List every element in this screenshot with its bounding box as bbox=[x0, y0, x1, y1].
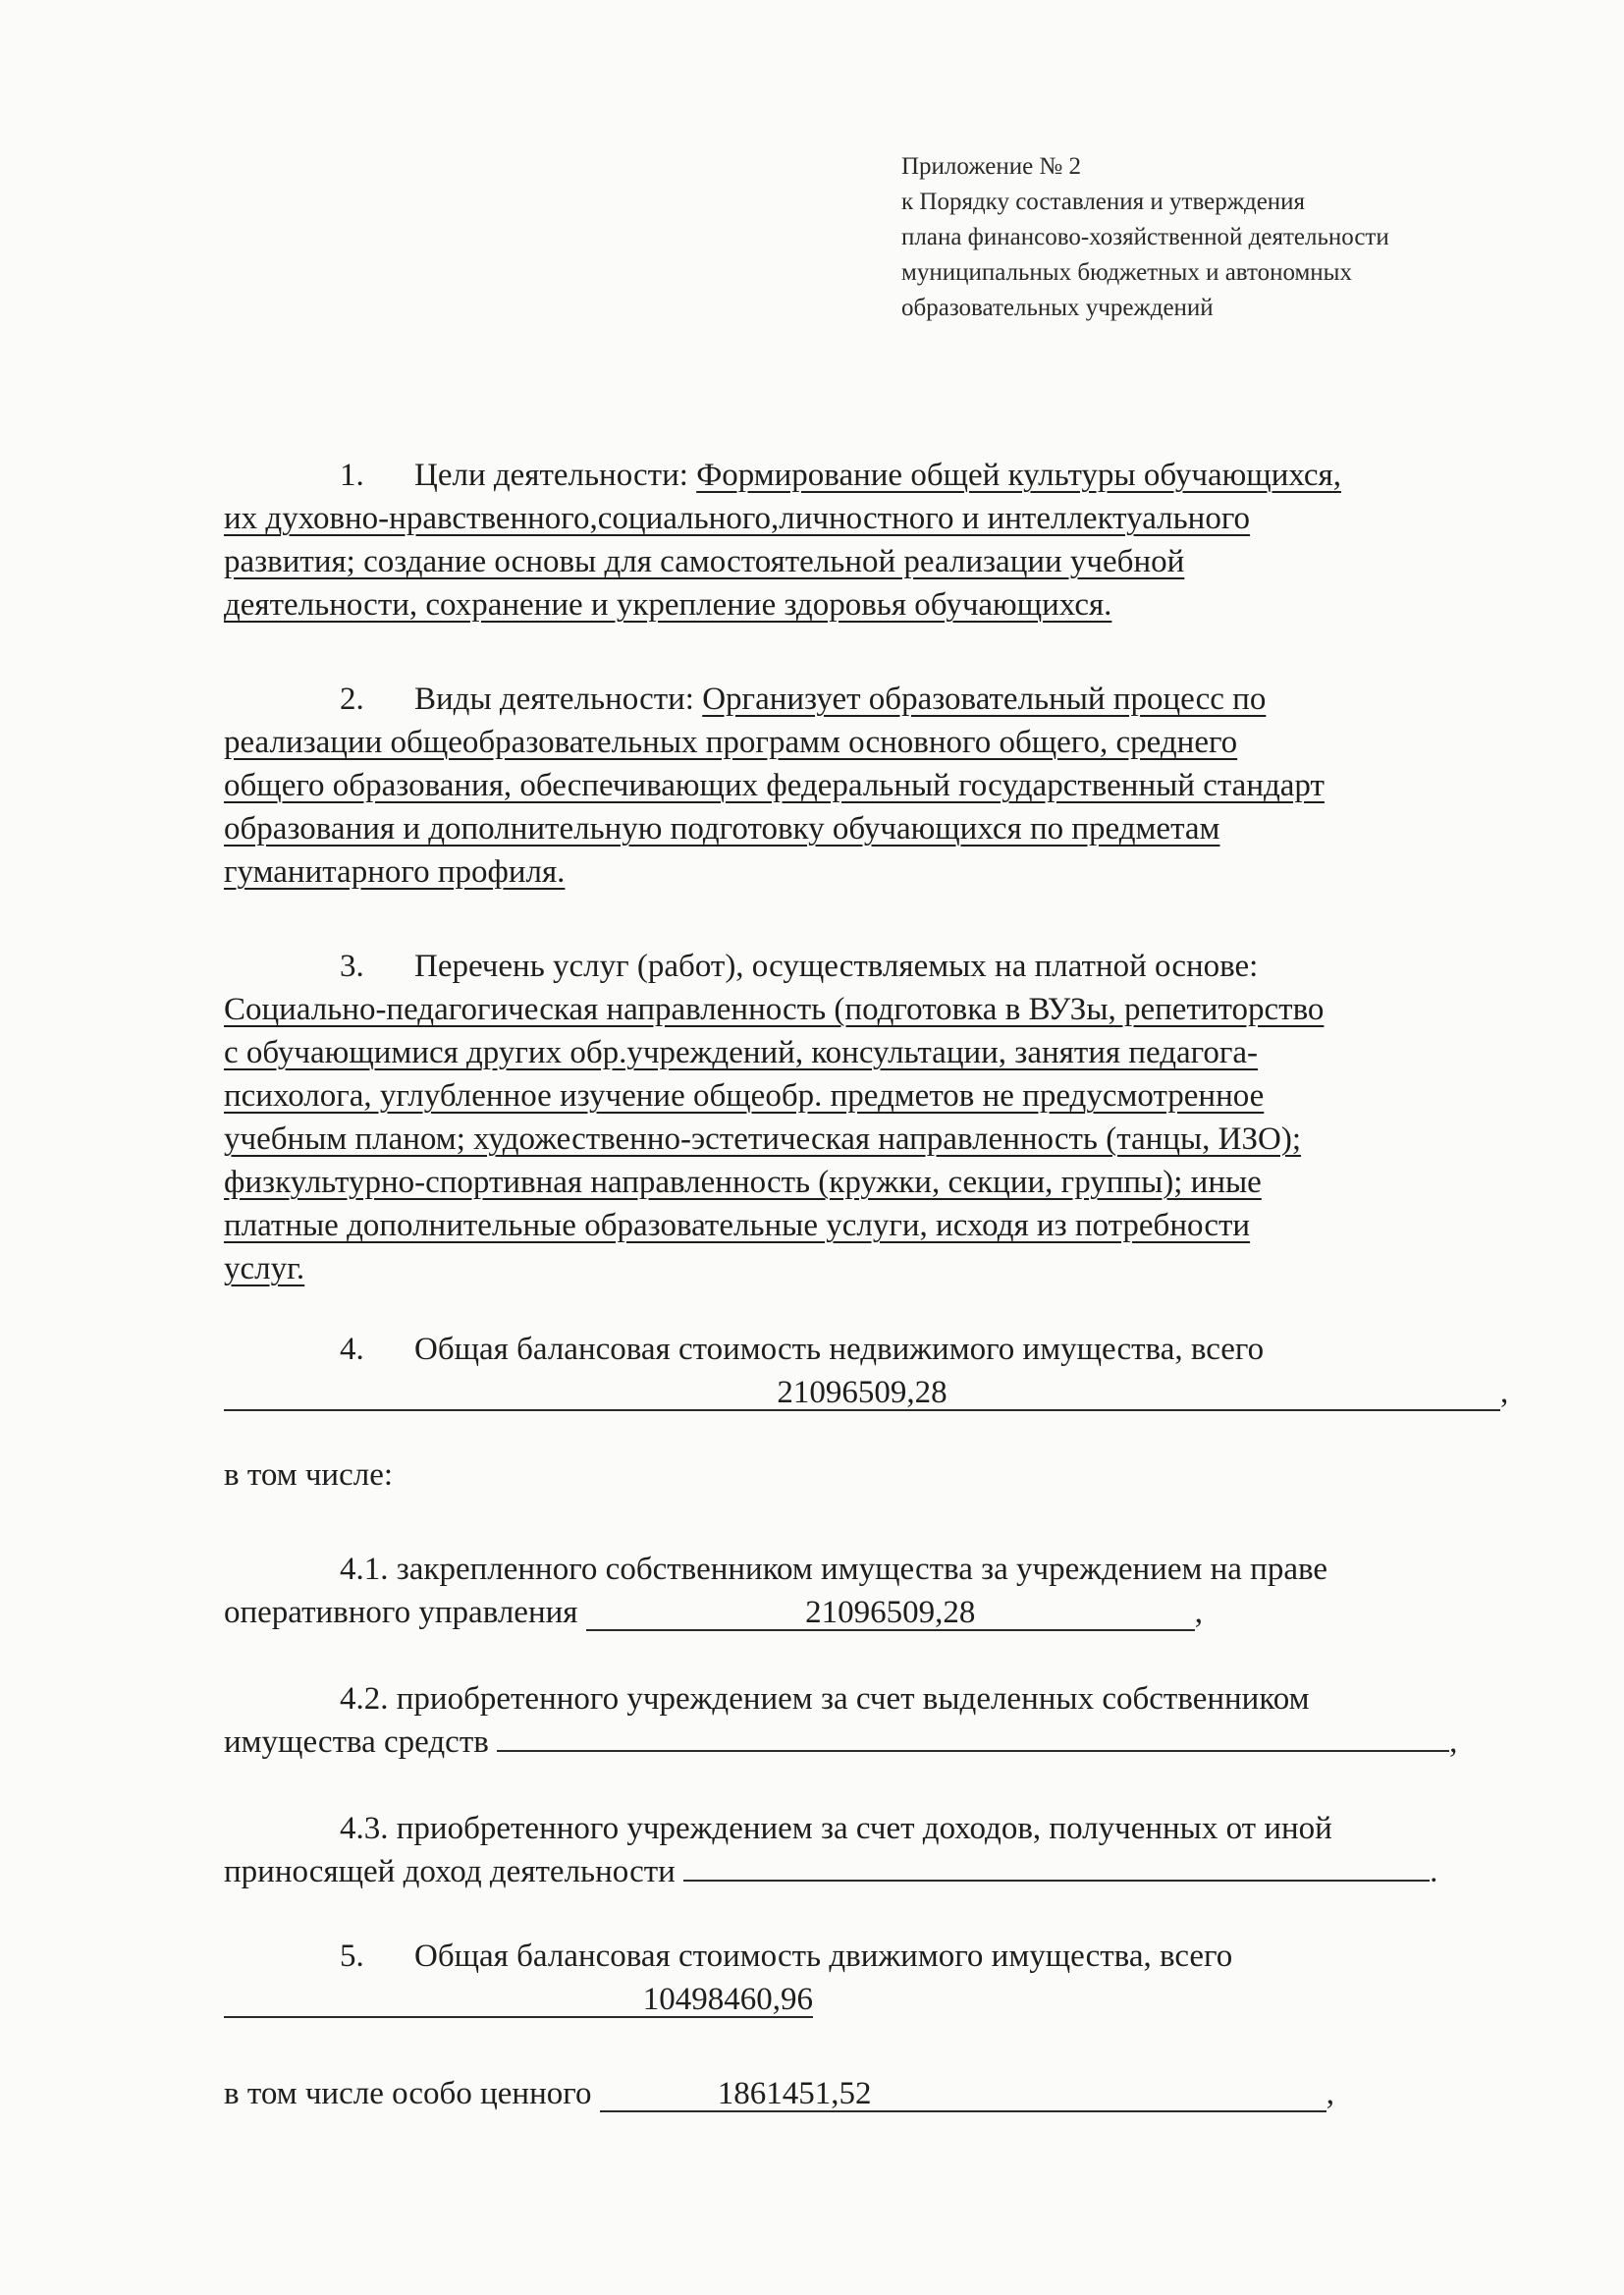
section-text: психолога, углубленное изучение общеобр. предметов не предусмотренное bbox=[224, 1078, 1265, 1114]
section-label: Цели деятельности: bbox=[414, 458, 697, 493]
empty-value-field bbox=[683, 1850, 1430, 1882]
section-label: Перечень услуг (работ), осуществляемых на платной основе: bbox=[414, 949, 1259, 984]
section-text: физкультурно-спортивная направленность (кружки, секции, группы); иные bbox=[224, 1165, 1262, 1200]
operational-management-value: 21096509,28 bbox=[586, 1596, 1195, 1631]
section-paid-services bbox=[224, 945, 1530, 1290]
section-text: Формирование общей культуры обучающихся, bbox=[696, 458, 1341, 493]
section-4-2 bbox=[224, 1677, 1530, 1764]
appendix-header bbox=[901, 149, 1389, 326]
line-end: . bbox=[1430, 1854, 1438, 1889]
line-end: , bbox=[1194, 1595, 1203, 1630]
section-text: гуманитарного профиля. bbox=[224, 854, 566, 890]
section-number: 5. bbox=[340, 1939, 364, 1974]
section-real-estate bbox=[224, 1328, 1530, 1414]
movable-property-value: 10498460,96 bbox=[224, 1983, 813, 2018]
real-estate-value: 21096509,28 bbox=[224, 1376, 1500, 1411]
section-number: 1. bbox=[340, 458, 364, 493]
appendix-line: к Порядку составления и утверждения bbox=[901, 189, 1306, 215]
section-4-3 bbox=[224, 1807, 1530, 1893]
section-text: реализации общеобразовательных программ основного общего, среднего bbox=[224, 725, 1238, 760]
especially-valuable-amount: 1861451,52 bbox=[717, 2076, 872, 2111]
section-number: 2. bbox=[340, 682, 364, 717]
section-movable-property bbox=[224, 1935, 1530, 2021]
section-text: 4.3. приобретенного учреждением за счет доходов, полученных от иной bbox=[340, 1811, 1332, 1846]
section-label: Общая балансовая стоимость недвижимого имущества, всего bbox=[414, 1332, 1265, 1367]
section-label: Виды деятельности: bbox=[414, 682, 703, 717]
section-text: Организует образовательный процесс по bbox=[702, 682, 1267, 717]
section-text: образования и дополнительную подготовку обучающихся по предметам bbox=[224, 811, 1220, 847]
section-text: развития; создание основы для самостоятельной реализации учебной bbox=[224, 544, 1185, 579]
section-text: приносящей доход деятельности bbox=[224, 1854, 684, 1889]
section-text: Социально-педагогическая направленность (подготовка в ВУЗы, репетиторство bbox=[224, 992, 1325, 1027]
appendix-line: образовательных учреждений bbox=[901, 295, 1214, 321]
section-text: учебным планом; художественно-эстетическая направленность (танцы, ИЗО); bbox=[224, 1121, 1302, 1157]
section-text: 4.1. закрепленного собственником имущества за учреждением на праве bbox=[340, 1552, 1328, 1587]
section-text: имущества средств bbox=[224, 1724, 498, 1760]
section-text: оперативного управления bbox=[224, 1595, 586, 1630]
section-text: их духовно-нравственного,социального,личностного и интеллектуального bbox=[224, 501, 1251, 536]
section-text: в том числе особо ценного bbox=[224, 2076, 600, 2111]
including-label-block bbox=[224, 1453, 1530, 1497]
appendix-line: плана финансово-хозяйственной деятельности bbox=[901, 224, 1389, 250]
section-4-1 bbox=[224, 1548, 1530, 1634]
section-text: 4.2. приобретенного учреждением за счет выделенных собственником bbox=[340, 1681, 1310, 1717]
appendix-line: муниципальных бюджетных и автономных bbox=[901, 259, 1352, 286]
section-goals bbox=[224, 454, 1530, 627]
especially-valuable-value bbox=[600, 2077, 1326, 2112]
section-label: Общая балансовая стоимость движимого имущества, всего bbox=[414, 1939, 1233, 1974]
section-text: с обучающимися других обр.учреждений, консультации, занятия педагога- bbox=[224, 1035, 1259, 1070]
appendix-line: Приложение № 2 bbox=[901, 153, 1082, 180]
section-text: деятельности, сохранение и укрепление здоровья обучающихся. bbox=[224, 587, 1112, 623]
section-number: 3. bbox=[340, 949, 364, 984]
empty-value-field bbox=[497, 1721, 1449, 1752]
including-label: в том числе: bbox=[224, 1457, 394, 1493]
line-end: , bbox=[1326, 2076, 1334, 2111]
line-end: , bbox=[1500, 1375, 1509, 1410]
section-text: платные дополнительные образовательные услуги, исходя из потребности bbox=[224, 1208, 1251, 1243]
section-number: 4. bbox=[340, 1332, 364, 1367]
section-text: услуг. bbox=[224, 1251, 305, 1286]
section-especially-valuable bbox=[224, 2072, 1530, 2115]
section-text: общего образования, обеспечивающих федеральный государственный стандарт bbox=[224, 768, 1325, 803]
line-end: , bbox=[1449, 1724, 1458, 1760]
section-activities bbox=[224, 678, 1530, 894]
